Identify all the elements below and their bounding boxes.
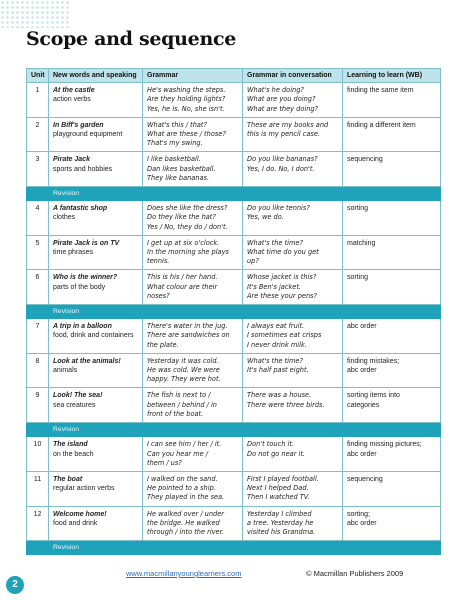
- cell-line: There are sandwiches on: [147, 331, 230, 340]
- table-row: [27, 270, 441, 305]
- learning-cell: [343, 152, 441, 187]
- cell-line: What time do you get: [247, 248, 319, 257]
- cell-line: Are these your pens?: [247, 291, 318, 300]
- grammar-cell: [143, 270, 243, 305]
- table-row: [27, 506, 441, 541]
- cell-line: What are you doing?: [247, 95, 316, 104]
- unit-number: 3: [27, 152, 49, 187]
- cell-line: the bridge. He walked: [147, 518, 220, 527]
- unit-title: At the castle: [53, 87, 95, 95]
- cell-line: I can see him / her / it.: [147, 440, 222, 449]
- scope-table-container: [26, 68, 440, 555]
- cell-line: abc order: [347, 323, 377, 331]
- revision-row: [27, 187, 441, 201]
- header-grammar: Grammar: [143, 69, 243, 83]
- header-new-words: New words and speaking: [49, 69, 143, 83]
- table-row: [27, 388, 441, 423]
- unit-number: 2: [27, 117, 49, 152]
- cell-line: finding a different item: [347, 121, 416, 129]
- unit-number: 12: [27, 506, 49, 541]
- cell-line: Yes / No, they do / don't.: [147, 222, 228, 231]
- cell-line: I never drink milk.: [247, 340, 307, 349]
- cell-line: There was a house.: [247, 391, 312, 400]
- cell-line: up?: [247, 257, 259, 266]
- corner-dot-pattern: [0, 0, 70, 28]
- cell-line: Do you like tennis?: [247, 204, 310, 213]
- cell-line: through / into the river.: [147, 527, 224, 536]
- table-row: [27, 83, 441, 118]
- new-words-cell: [49, 201, 143, 236]
- cell-line: visited his Grandma.: [247, 527, 316, 536]
- cell-line: Do you like bananas?: [247, 155, 318, 164]
- new-words-cell: [49, 471, 143, 506]
- table-row: [27, 437, 441, 472]
- cell-line: He's washing the steps.: [147, 86, 226, 95]
- unit-number: 7: [27, 319, 49, 354]
- cell-line: In the morning she plays: [147, 248, 229, 257]
- revision-row: [27, 305, 441, 319]
- new-words-cell: [49, 437, 143, 472]
- cell-line: a tree. Yesterday he: [247, 518, 314, 527]
- cell-line: Don't touch it.: [247, 440, 294, 449]
- cell-line: sorting items into: [347, 392, 400, 400]
- cell-line: Next I helped Dad.: [247, 484, 309, 493]
- table-header-row: [27, 69, 441, 83]
- cell-line: He walked over / under: [147, 509, 224, 518]
- grammar-cell: [143, 117, 243, 152]
- unit-title: A trip in a balloon: [53, 323, 112, 331]
- header-grammar-conversation: Grammar in conversation: [243, 69, 343, 83]
- cell-line: What's the time?: [247, 356, 303, 365]
- learning-cell: [343, 506, 441, 541]
- revision-spacer: [27, 541, 49, 555]
- learning-cell: [343, 201, 441, 236]
- unit-topic: sea creatures: [53, 401, 96, 409]
- cell-line: Yesterday it was cold.: [147, 356, 219, 365]
- grammar-cell: [143, 319, 243, 354]
- cell-line: I sometimes eat crisps: [247, 331, 322, 340]
- conversation-cell: [243, 471, 343, 506]
- cell-line: Are they holding lights?: [147, 95, 226, 104]
- cell-line: noses?: [147, 291, 170, 300]
- unit-topic: regular action verbs: [53, 485, 115, 493]
- cell-line: Do they like the hat?: [147, 213, 216, 222]
- conversation-cell: [243, 117, 343, 152]
- cell-line: happy. They were hot.: [147, 375, 221, 384]
- cell-line: There's water in the jug.: [147, 322, 228, 331]
- page-number-badge: 2: [6, 576, 24, 594]
- cell-line: Yesterday I climbed: [247, 509, 312, 518]
- new-words-cell: [49, 319, 143, 354]
- footer-website-link[interactable]: www.macmillanyounglearners.com: [126, 569, 242, 578]
- cell-line: the plate.: [147, 340, 179, 349]
- new-words-cell: [49, 353, 143, 388]
- cell-line: categories: [347, 401, 380, 409]
- cell-line: sequencing: [347, 156, 383, 164]
- cell-line: I get up at six o'clock.: [147, 238, 220, 247]
- unit-title: Welcome home!: [53, 510, 107, 518]
- unit-number: 1: [27, 83, 49, 118]
- cell-line: This is his / her hand.: [147, 273, 218, 282]
- unit-topic: parts of the body: [53, 283, 106, 291]
- cell-line: What's this / that?: [147, 120, 208, 129]
- unit-number: 4: [27, 201, 49, 236]
- header-learning-to-learn: Learning to learn (WB): [343, 69, 441, 83]
- cell-line: He was cold. We were: [147, 366, 220, 375]
- cell-line: them / us?: [147, 458, 182, 467]
- cell-line: sorting: [347, 205, 369, 213]
- unit-topic: animals: [53, 367, 78, 375]
- conversation-cell: [243, 437, 343, 472]
- cell-line: First I played football.: [247, 474, 319, 483]
- table-row: [27, 353, 441, 388]
- revision-row: [27, 541, 441, 555]
- learning-cell: [343, 319, 441, 354]
- unit-title: Pirate Jack is on TV: [53, 239, 120, 247]
- revision-label: Revision: [49, 187, 441, 201]
- table-row: [27, 152, 441, 187]
- unit-title: Pirate Jack: [53, 156, 90, 164]
- cell-line: I walked on the sand.: [147, 474, 218, 483]
- new-words-cell: [49, 506, 143, 541]
- unit-number: 8: [27, 353, 49, 388]
- grammar-cell: [143, 201, 243, 236]
- cell-line: tennis.: [147, 257, 170, 266]
- footer-copyright: © Macmillan Publishers 2009: [306, 569, 404, 578]
- cell-line: What colour are their: [147, 282, 218, 291]
- cell-line: Do not go near it.: [247, 449, 306, 458]
- conversation-cell: [243, 319, 343, 354]
- header-unit: Unit: [27, 69, 49, 83]
- unit-topic: food, drink and containers: [53, 332, 134, 340]
- cell-line: Can you hear me /: [147, 449, 209, 458]
- unit-topic: on the beach: [53, 450, 94, 458]
- learning-cell: [343, 83, 441, 118]
- conversation-cell: [243, 270, 343, 305]
- unit-topic: clothes: [53, 214, 76, 222]
- cell-line: He pointed to a ship.: [147, 484, 216, 493]
- unit-topic: food and drink: [53, 519, 98, 527]
- cell-line: Dan likes basketball.: [147, 164, 216, 173]
- cell-line: finding mistakes;: [347, 357, 400, 365]
- learning-cell: [343, 117, 441, 152]
- cell-line: It's half past eight.: [247, 366, 309, 375]
- table-row: [27, 471, 441, 506]
- new-words-cell: [49, 388, 143, 423]
- cell-line: They like bananas.: [147, 173, 210, 182]
- grammar-cell: [143, 437, 243, 472]
- unit-topic: time phrases: [53, 249, 94, 257]
- conversation-cell: [243, 506, 343, 541]
- cell-line: These are my books and: [247, 120, 329, 129]
- unit-title: Who is the winner?: [53, 274, 118, 282]
- grammar-cell: [143, 388, 243, 423]
- unit-number: 6: [27, 270, 49, 305]
- cell-line: What are these / those?: [147, 130, 226, 139]
- cell-line: What are they doing?: [247, 104, 319, 113]
- conversation-cell: [243, 152, 343, 187]
- cell-line: What's he doing?: [247, 86, 304, 95]
- cell-line: abc order: [347, 450, 377, 458]
- cell-line: abc order: [347, 367, 377, 375]
- unit-title: The boat: [53, 475, 83, 483]
- grammar-cell: [143, 353, 243, 388]
- cell-line: sequencing: [347, 475, 383, 483]
- cell-line: Yes, we do.: [247, 213, 284, 222]
- unit-title: Look at the animals!: [53, 357, 121, 365]
- new-words-cell: [49, 152, 143, 187]
- revision-spacer: [27, 187, 49, 201]
- unit-number: 5: [27, 235, 49, 270]
- learning-cell: [343, 471, 441, 506]
- learning-cell: [343, 437, 441, 472]
- unit-number: 10: [27, 437, 49, 472]
- unit-title: A fantastic shop: [53, 205, 108, 213]
- cell-line: Does she like the dress?: [147, 204, 228, 213]
- table-row: [27, 235, 441, 270]
- conversation-cell: [243, 353, 343, 388]
- table-row: [27, 319, 441, 354]
- cell-line: The fish is next to /: [147, 391, 211, 400]
- cell-line: finding the same item: [347, 87, 414, 95]
- table-row: [27, 117, 441, 152]
- revision-label: Revision: [49, 305, 441, 319]
- grammar-cell: [143, 83, 243, 118]
- page-title: Scope and sequence: [26, 28, 237, 50]
- conversation-cell: [243, 83, 343, 118]
- cell-line: matching: [347, 239, 376, 247]
- revision-spacer: [27, 423, 49, 437]
- learning-cell: [343, 235, 441, 270]
- revision-label: Revision: [49, 423, 441, 437]
- cell-line: finding missing pictures;: [347, 441, 422, 449]
- unit-title: In Biff's garden: [53, 121, 104, 129]
- unit-number: 11: [27, 471, 49, 506]
- revision-label: Revision: [49, 541, 441, 555]
- learning-cell: [343, 388, 441, 423]
- new-words-cell: [49, 117, 143, 152]
- revision-spacer: [27, 305, 49, 319]
- cell-line: front of the boat.: [147, 409, 204, 418]
- grammar-cell: [143, 471, 243, 506]
- cell-line: They played in the sea.: [147, 493, 225, 502]
- grammar-cell: [143, 506, 243, 541]
- cell-line: Yes, I do. No, I don't.: [247, 164, 315, 173]
- unit-title: The island: [53, 441, 88, 449]
- revision-row: [27, 423, 441, 437]
- cell-line: That's my swing.: [147, 139, 203, 148]
- grammar-cell: [143, 235, 243, 270]
- new-words-cell: [49, 235, 143, 270]
- grammar-cell: [143, 152, 243, 187]
- cell-line: between / behind / in: [147, 400, 217, 409]
- table-body: [27, 83, 441, 555]
- unit-topic: playground equipment: [53, 131, 123, 139]
- cell-line: It's Ben's jacket.: [247, 282, 302, 291]
- unit-topic: action verbs: [53, 96, 91, 104]
- conversation-cell: [243, 201, 343, 236]
- learning-cell: [343, 270, 441, 305]
- learning-cell: [343, 353, 441, 388]
- new-words-cell: [49, 83, 143, 118]
- cell-line: abc order: [347, 519, 377, 527]
- new-words-cell: [49, 270, 143, 305]
- table-row: [27, 201, 441, 236]
- cell-line: Then I watched TV.: [247, 493, 310, 502]
- unit-title: Look! The sea!: [53, 392, 103, 400]
- cell-line: What's the time?: [247, 238, 303, 247]
- cell-line: sorting: [347, 274, 369, 282]
- cell-line: There were three birds.: [247, 400, 325, 409]
- unit-number: 9: [27, 388, 49, 423]
- cell-line: sorting;: [347, 510, 370, 518]
- conversation-cell: [243, 388, 343, 423]
- conversation-cell: [243, 235, 343, 270]
- cell-line: Yes, he is. No, she isn't.: [147, 104, 225, 113]
- unit-topic: sports and hobbies: [53, 165, 113, 173]
- cell-line: this is my pencil case.: [247, 130, 320, 139]
- scope-table: [26, 68, 441, 555]
- cell-line: I always eat fruit.: [247, 322, 305, 331]
- cell-line: Whose jacket is this?: [247, 273, 317, 282]
- cell-line: I like basketball.: [147, 155, 201, 164]
